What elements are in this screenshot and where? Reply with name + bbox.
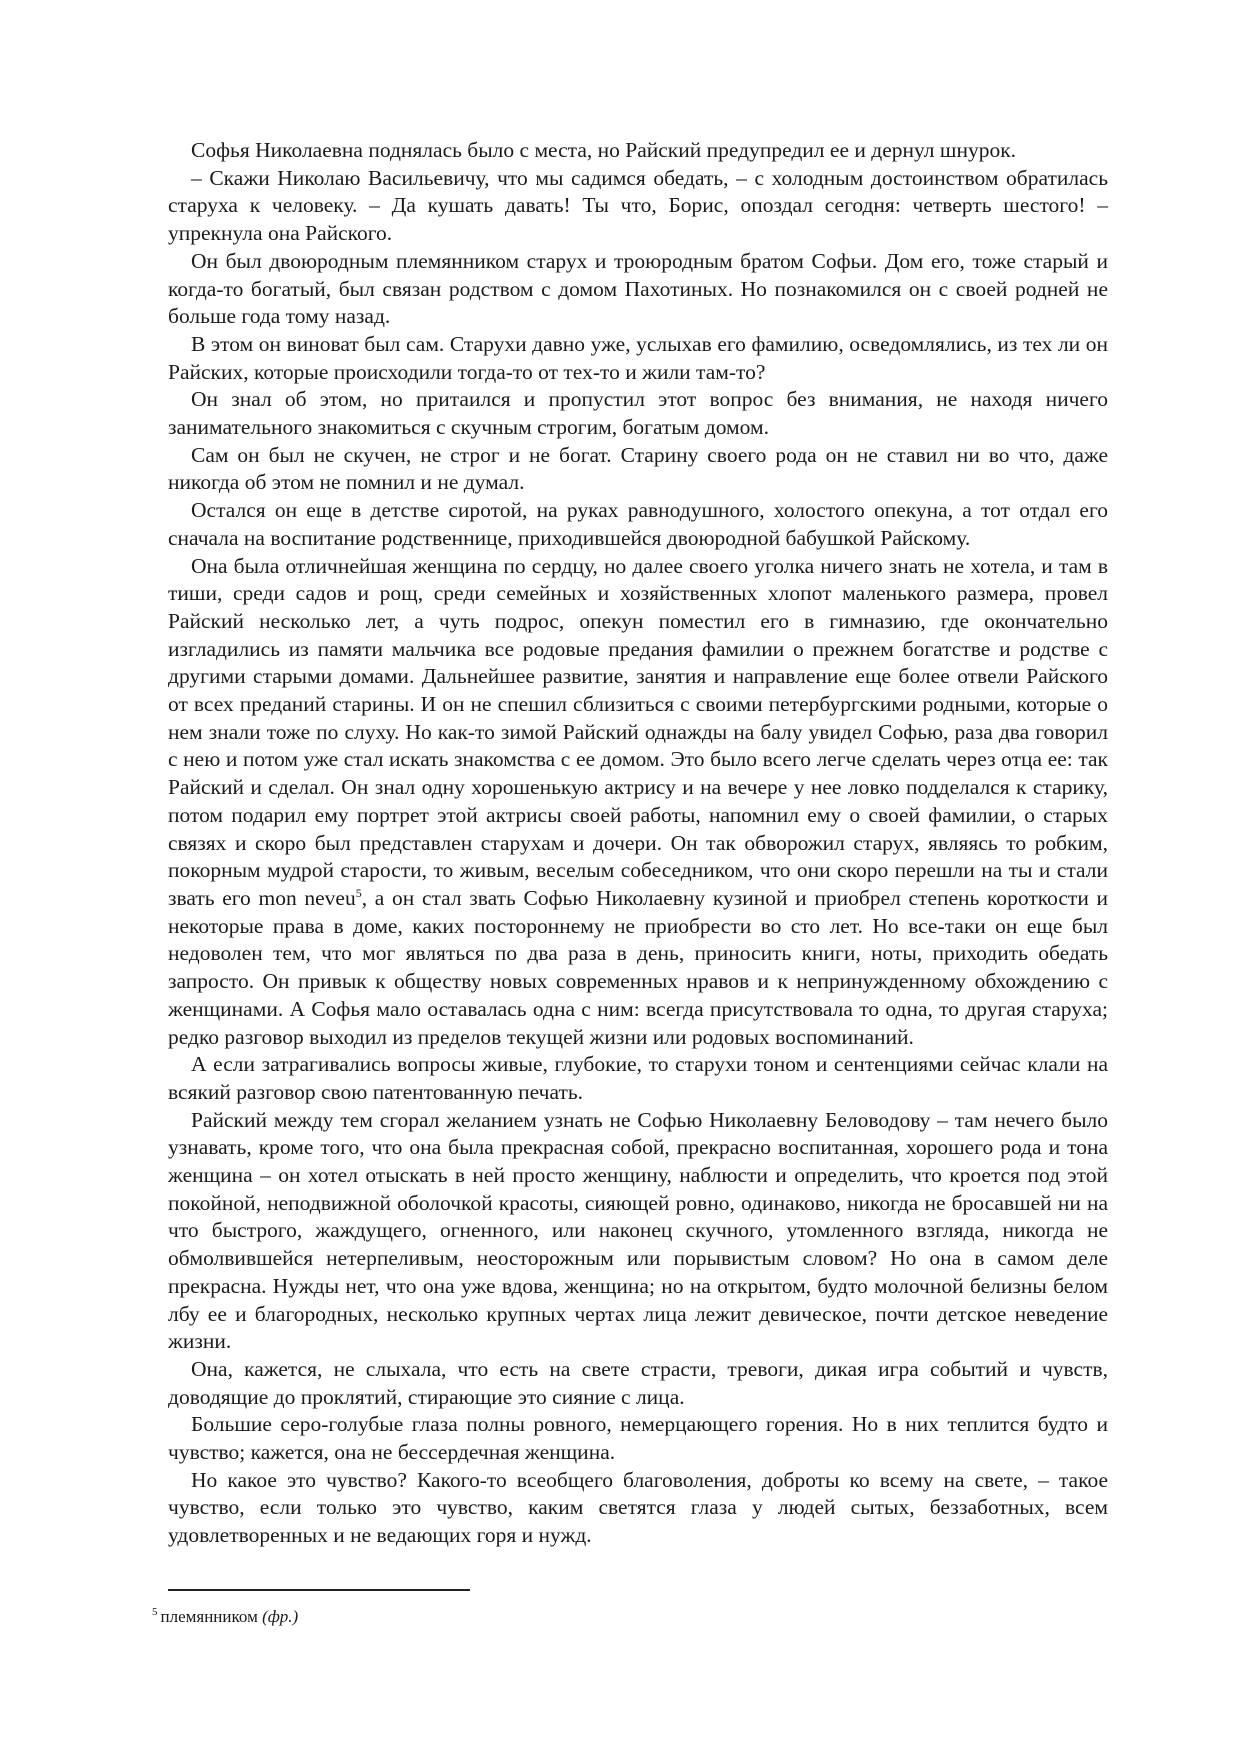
paragraph-8-part-1: Она была отличнейшая женщина по сердцу, но далее своего уголка ничего знать не хотела, и там в тиши, среди садов и рощ, среди семейных и хозяйственных хлопот маленького размера, провел Райский несколько лет, а чуть подрос, опекун поместил его в гимназию, где окончательно изгладились из памяти мальчика все родовые предания фамилии о прежнем богатстве и родстве с другими старыми домами. Дальнейшее развитие, занятия и направление еще более отвели Райского от всех преданий старины. И он не спешил сблизиться с своими петербургскими родными, которые о нем знали тоже по слуху. Но как-то зимой Райский однажды на балу увидел Софью, раза два говорил с нею и потом уже стал искать знакомства с ее домом. Это было всего легче сделать через отца ее: так Райский и сделал. Он знал одну хорошенькую актрису и на вечере у нее ловко подделался к старику, потом подарил ему портрет этой актрисы своей работы, напомнил ему о своей фамилии, о старых связях и скоро был представлен старухам и дочери. Он так обворожил старух, являясь то робким, покорным мудрой старости, то живым, веселым собеседником, что они скоро перешли на ты и стали звать его mon neveu <box>168 553 1108 910</box>
footnote-separator <box>168 1589 470 1591</box>
paragraph-8-part-2: , а он стал звать Софью Николаевну кузиной и приобрел степень короткости и некоторые права в доме, каких постороннему не приобрести во сто лет. Но все-таки он еще был недоволен тем, что мог являться по два раза в день, приносить книги, ноты, приходить обедать запросто. Он привык к обществу новых современных нравов и к непринужденному обхождению с женщинами. А Софья мало оставалась одна с ним: всегда присутствовала то одна, то другая старуха; редко разговор выходил из пределов текущей жизни или родовых воспоминаний. <box>168 885 1109 1049</box>
paragraph-11: Она, кажется, не слыхала, что есть на свете страсти, тревоги, дикая игра событий и чувств, доводящие до проклятий, стирающие это сияние с лица. <box>168 1356 1108 1409</box>
paragraph-13: Но какое это чувство? Какого-то всеобщего благоволения, доброты ко всему на свете, – такое чувство, если только это чувство, каким светятся глаза у людей сытых, беззаботных, всем удовлетворенных и не ведающих горя и нужд. <box>168 1467 1108 1548</box>
paragraph-10: Райский между тем сгорал желанием узнать не Софью Николаевну Беловодову – там нечего было узнавать, кроме того, что она была прекрасная собой, прекрасно воспитанная, хорошего рода и тона женщина – он хотел отыскать в ней просто женщину, наблюсти и определить, что кроется под этой покойной, неподвижной оболочкой красоты, сияющей ровно, одинаково, никогда не бросавшей ни на что быстрого, жаждущего, огненного, или наконец скучного, утомленного взгляда, никогда не обмолвившейся нетерпеливым, неосторожным или порывистым словом? Но она в самом деле прекрасна. Нужды нет, что она уже вдова, женщина; но на открытом, будто молочной белизны белом лбу ее и благородных, несколько крупных чертах лица лежит девическое, почти детское неведение жизни. <box>168 1107 1108 1354</box>
paragraph-7: Остался он еще в детстве сиротой, на руках равнодушного, холостого опекуна, а тот отдал его сначала на воспитание родственнице, приходившейся двоюродной бабушкой Райскому. <box>168 498 1108 550</box>
footnote-number: 5 <box>152 1606 158 1619</box>
footnote-text: племянником <box>160 1607 258 1626</box>
paragraph-4: В этом он виноват был сам. Старухи давно уже, услыхав его фамилию, осведомлялись, из тех ли он Райских, которые происходили тогда-то от тех-то и жили там-то? <box>168 331 1108 384</box>
paragraph-6: Сам он был не скучен, не строг и не богат. Старину своего рода он не ставил ни во что, даже никогда об этом не помнил и не думал. <box>168 442 1108 495</box>
footnote-language-note: (фр.) <box>262 1607 299 1626</box>
paragraph-3: Он был двоюродным племянником старух и троюродным братом Софьи. Дом его, тоже старый и когда-то богатый, был связан родством с домом Пахотиных. Но познакомился он с своей родней не больше года тому назад. <box>168 248 1108 329</box>
body-text <box>168 137 1108 1550</box>
paragraph-9: А если затрагивались вопросы живые, глубокие, то старухи тоном и сентенциями сейчас клали на всякий разговор свою патентованную печать. <box>168 1052 1108 1104</box>
paragraph-5: Он знал об этом, но притаился и пропустил этот вопрос без внимания, не находя ничего занимательного знакомиться с скучным строгим, богатым домом. <box>168 387 1108 440</box>
footnote-reference[interactable]: 5 <box>355 885 362 900</box>
paragraph-8 <box>168 553 1108 1052</box>
footnote <box>152 1606 298 1628</box>
paragraph-12: Большие серо-голубые глаза полны ровного, немерцающего горения. Но в них теплится будто и чувство; кажется, она не бессердечная женщина. <box>168 1412 1108 1465</box>
paragraph-2: – Скажи Николаю Васильевичу, что мы садимся обедать, – с холодным достоинством обратилась старуха к человеку. – Да кушать давать! Ты что, Борис, опоздал сегодня: четверть шестого! – упрекнула она Райского. <box>168 165 1108 246</box>
paragraph-1: Софья Николаевна поднялась было с места, но Райский предупредил ее и дернул шнурок. <box>191 138 1017 162</box>
